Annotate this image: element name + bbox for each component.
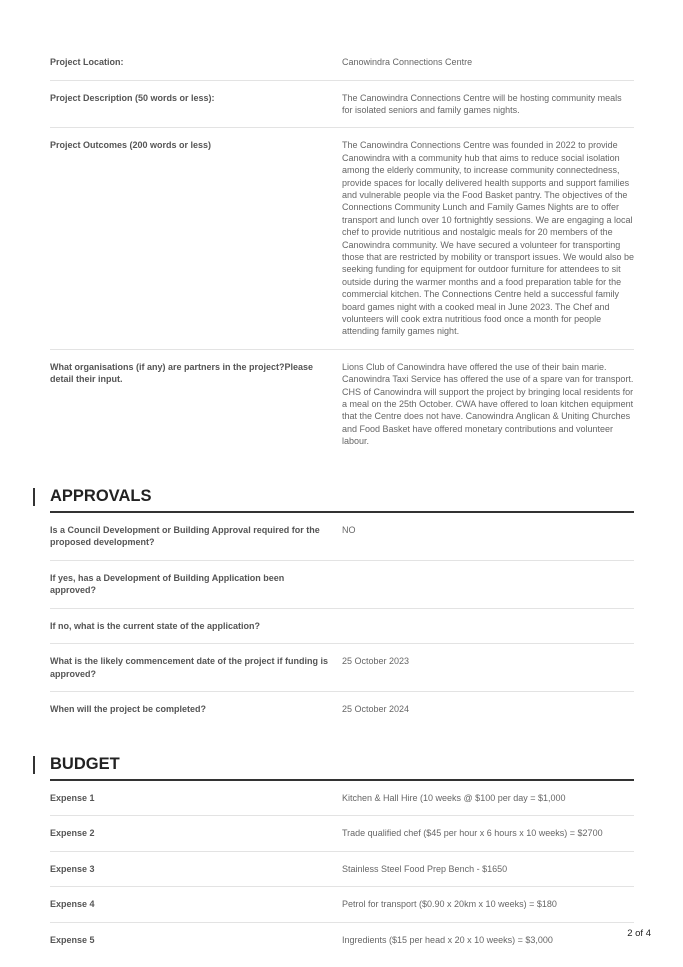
field-label: Is a Council Development or Building Approval required for the proposed development?	[50, 524, 320, 548]
table-row	[50, 350, 634, 459]
field-value: Stainless Steel Food Prep Bench - $1650	[342, 863, 508, 874]
field-value: The Canowindra Connections Centre was founded in 2022 to provide Canowindra with a community hub that aims to reduce social isolation among the elderly community, to increase community connectedness, provide spaces for locally delivered health supports and support families and vulnerable people via the Food Basket pantry. The objectives of the Connections Community Lunch and Family Games Nights are to offer transport and lunch over 10 fortnightly sessions. We are engaging a local chef to provide nutritious and nostalgic meals for 20 members of the Canowindra community. We have secured a volunteer for transporting those that are restricted by mobility or transport issues. We would also be seeking funding for equipment for outdoor furniture for attendees to sit outside during the warmer months and a food preparation table for the commercial kitchen. The Connections Centre held a successful family board games night with a cooked meal in June 2023. The Chef and volunteers will cook extra nutritious food once a month for people attending family games night.	[342, 140, 634, 337]
section-title: BUDGET	[50, 754, 634, 781]
field-value: Ingredients ($15 per head x 20 x 10 weeks) = $3,000	[342, 934, 553, 945]
field-label: Project Description (50 words or less):	[50, 92, 215, 103]
field-label: When will the project be completed?	[50, 704, 207, 715]
table-row	[50, 561, 634, 609]
page-number: 2 of 4	[627, 928, 651, 939]
table-row	[50, 47, 634, 81]
field-value: NO	[342, 524, 356, 535]
field-value: Canowindra Connections Centre	[342, 57, 473, 67]
table-row	[50, 816, 634, 852]
table-row	[50, 923, 634, 958]
table-row	[50, 609, 634, 645]
table-row	[50, 128, 634, 350]
field-label: What organisations (if any) are partners in the project?Please detail their input.	[50, 361, 314, 385]
field-label: Expense 5	[50, 934, 95, 945]
field-value	[342, 620, 634, 633]
form-content	[50, 47, 634, 957]
field-value: 25 October 2024	[342, 704, 410, 715]
field-value: Petrol for transport ($0.90 x 20km x 10 weeks) = $180	[342, 899, 557, 910]
field-label: If no, what is the current state of the application?	[50, 620, 261, 631]
field-value	[342, 572, 634, 597]
field-value: Kitchen & Hall Hire (10 weeks @ $100 per day = $1,000	[342, 792, 566, 803]
table-row	[50, 852, 634, 888]
field-label: Expense 1	[50, 792, 95, 803]
field-label: If yes, has a Development of Building Application been approved?	[50, 572, 285, 596]
field-label: Project Location:	[50, 57, 124, 67]
field-label: What is the likely commencement date of the project if funding is approved?	[50, 656, 329, 679]
table-row	[50, 781, 634, 817]
table-row	[50, 692, 634, 727]
field-value: 25 October 2023	[342, 656, 410, 667]
table-row	[50, 513, 634, 561]
table-row	[50, 887, 634, 923]
field-label: Expense 4	[50, 899, 95, 910]
approvals-section	[50, 486, 634, 727]
field-value: Trade qualified chef ($45 per hour x 6 hours x 10 weeks) = $2700	[342, 828, 603, 839]
field-value: Lions Club of Canowindra have offered the use of their bain marie. Canowindra Taxi Service has offered the use of a spare van for transport. CHS of Canowindra will support the project by bringing local residents for a meal on the 25th October. CWA have offered to loan kitchen equipment that the Centre does not have. Canowindra Anglican & Uniting Churches and Food Basket have offered monetary contributions and volunteer labour.	[342, 361, 634, 447]
section-marker	[33, 488, 35, 506]
field-label: Project Outcomes (200 words or less)	[50, 140, 212, 151]
budget-section	[50, 754, 634, 958]
project-details-section	[50, 47, 634, 459]
table-row	[50, 81, 634, 129]
section-title: APPROVALS	[50, 486, 634, 513]
field-label: Expense 3	[50, 863, 95, 874]
section-marker	[33, 756, 35, 774]
field-label: Expense 2	[50, 828, 95, 839]
table-row	[50, 644, 634, 692]
field-value: The Canowindra Connections Centre will be hosting community meals for isolated seniors and family games nights.	[342, 92, 622, 115]
